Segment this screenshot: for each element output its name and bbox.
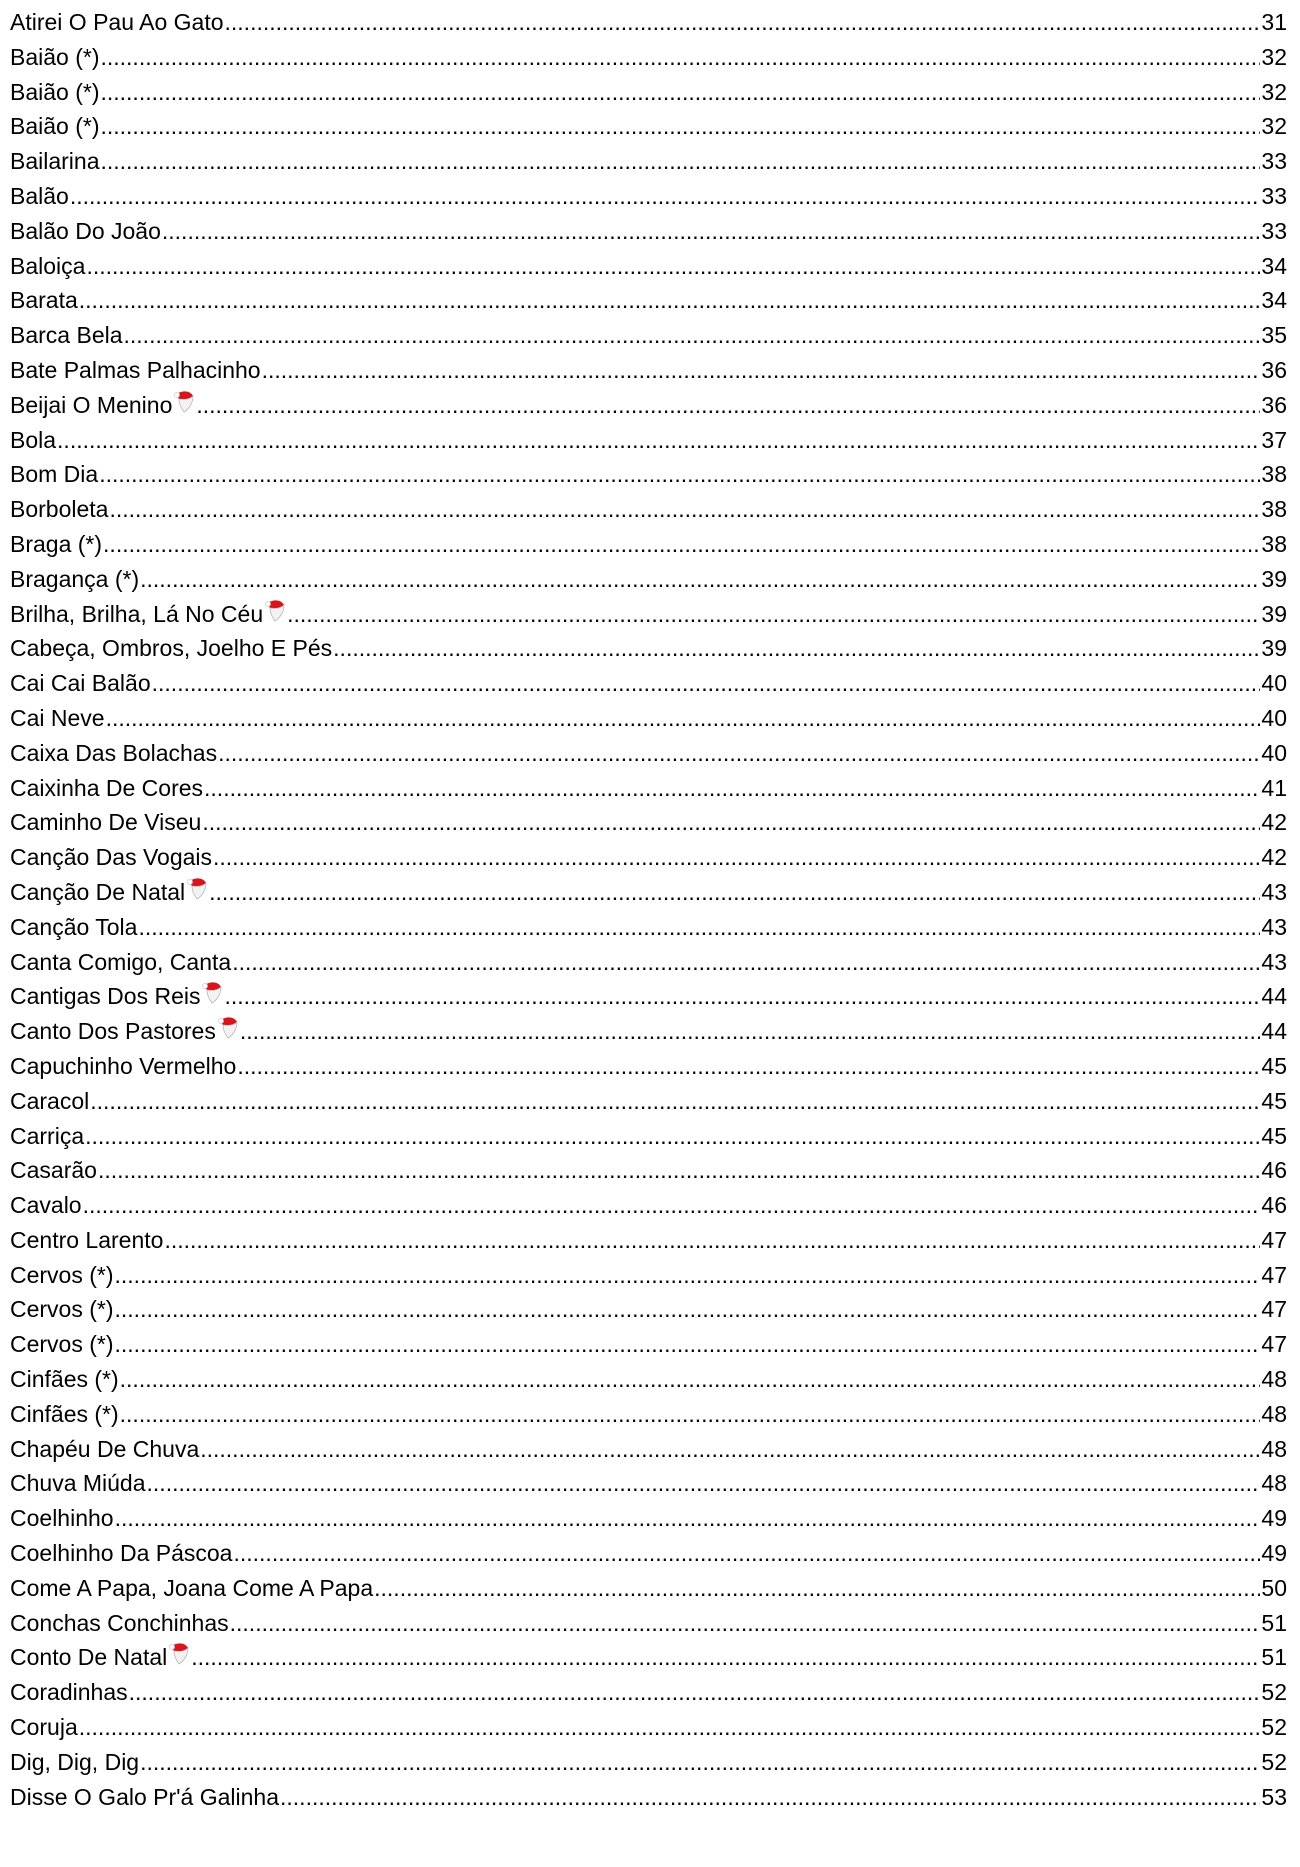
toc-entry-page-number: 48: [1261, 1470, 1287, 1497]
toc-entry-title: Disse O Galo Pr'á Galinha: [10, 1783, 280, 1810]
toc-entry-title-group: [10, 1780, 279, 1815]
toc-entry-title: Barata: [10, 287, 78, 314]
toc-entry-title-group: [10, 701, 105, 736]
dot-leader: [240, 1014, 1261, 1049]
toc-entry-page-number: 43: [1261, 878, 1287, 905]
toc-entry-title-group: [10, 1292, 114, 1327]
toc-entry-title-group: [10, 1606, 229, 1641]
toc-entry[interactable]: [10, 1362, 1287, 1397]
toc-entry-page-number: 39: [1261, 635, 1287, 662]
dot-leader: [106, 701, 1261, 736]
dot-leader: [152, 666, 1261, 701]
toc-entry-title: Cervos (*): [10, 1261, 114, 1288]
toc-entry-title: Brilha, Brilha, Lá No Céu: [10, 600, 264, 627]
dot-leader: [109, 492, 1260, 527]
toc-entry[interactable]: [10, 1397, 1287, 1432]
toc-entry-title-group: [10, 40, 99, 75]
dot-leader: [230, 1606, 1261, 1641]
toc-entry[interactable]: [10, 875, 1287, 910]
toc-entry-title: Chapéu De Chuva: [10, 1435, 200, 1462]
dot-leader: [237, 1049, 1260, 1084]
toc-entry-title-group: [10, 144, 100, 179]
toc-entry[interactable]: [10, 562, 1287, 597]
toc-entry-page-number: 40: [1261, 704, 1287, 731]
dot-leader: [70, 179, 1261, 214]
toc-entry-title: Canção Tola: [10, 913, 138, 940]
toc-entry-page-number: 35: [1261, 322, 1287, 349]
toc-entry-title: Baloiça: [10, 252, 86, 279]
toc-entry-title: Caixa Das Bolachas: [10, 739, 218, 766]
toc-entry-title: Cai Cai Balão: [10, 670, 151, 697]
toc-entry-title-group: [10, 945, 231, 980]
toc-entry-page-number: 33: [1261, 148, 1287, 175]
dot-leader: [101, 144, 1261, 179]
toc-entry[interactable]: [10, 945, 1287, 980]
dot-leader: [103, 527, 1260, 562]
toc-entry-title: Caixinha De Cores: [10, 774, 204, 801]
toc-entry-title-group: [10, 805, 201, 840]
toc-entry[interactable]: [10, 1640, 1287, 1675]
dot-leader: [79, 1710, 1261, 1745]
toc-entry-title-group: [10, 527, 102, 562]
toc-entry-title-group: [10, 1153, 97, 1188]
toc-entry-title-group: [10, 875, 208, 910]
toc-entry-title-group: [10, 979, 223, 1014]
toc-entry-title-group: [10, 1188, 82, 1223]
toc-entry-title-group: [10, 179, 69, 214]
dot-leader: [124, 318, 1261, 353]
toc-entry[interactable]: [10, 840, 1287, 875]
toc-entry[interactable]: [10, 1153, 1287, 1188]
toc-entry-title: Borboleta: [10, 496, 109, 523]
toc-entry-page-number: 43: [1261, 913, 1287, 940]
toc-entry-title: Casarão: [10, 1157, 97, 1184]
toc-entry-page-number: 34: [1261, 252, 1287, 279]
toc-entry[interactable]: [10, 457, 1287, 492]
toc-entry-title-group: [10, 1119, 84, 1154]
toc-entry-page-number: 42: [1261, 809, 1287, 836]
dot-leader: [233, 1536, 1260, 1571]
toc-entry[interactable]: [10, 1119, 1287, 1154]
toc-entry-title: Bailarina: [10, 148, 100, 175]
toc-entry-title: Cinfães (*): [10, 1366, 119, 1393]
dot-leader: [120, 1362, 1261, 1397]
dot-leader: [120, 1397, 1261, 1432]
toc-entry-page-number: 47: [1261, 1296, 1287, 1323]
toc-entry-title: Baião (*): [10, 43, 100, 70]
toc-entry-title-group: [10, 1710, 78, 1745]
toc-entry[interactable]: [10, 1710, 1287, 1745]
toc-entry-page-number: 34: [1261, 287, 1287, 314]
dot-leader: [202, 805, 1260, 840]
toc-entry-page-number: 41: [1261, 774, 1287, 801]
dot-leader: [100, 109, 1260, 144]
toc-entry-title: Braga (*): [10, 530, 103, 557]
toc-entry-title-group: [10, 1571, 373, 1606]
dot-leader: [333, 631, 1260, 666]
toc-entry-title-group: [10, 1049, 236, 1084]
christmas-hat-icon: [173, 389, 195, 413]
toc-entry-title-group: [10, 353, 261, 388]
toc-entry-title: Cai Neve: [10, 704, 105, 731]
toc-entry-title: Balão Do João: [10, 217, 161, 244]
toc-entry-title-group: [10, 214, 161, 249]
toc-entry[interactable]: [10, 318, 1287, 353]
toc-entry-page-number: 52: [1261, 1714, 1287, 1741]
toc-entry-title-group: [10, 1258, 114, 1293]
toc-entry-page-number: 46: [1261, 1157, 1287, 1184]
toc-entry-title: Bate Palmas Palhacinho: [10, 356, 261, 383]
toc-entry-title-group: [10, 1536, 232, 1571]
toc-entry-title-group: [10, 1084, 89, 1119]
toc-entry-title-group: [10, 1327, 114, 1362]
toc-entry[interactable]: [10, 75, 1287, 110]
christmas-hat-icon: [186, 876, 208, 900]
toc-entry[interactable]: [10, 1049, 1287, 1084]
dot-leader: [115, 1327, 1261, 1362]
toc-entry-page-number: 37: [1261, 426, 1287, 453]
toc-entry-title-group: [10, 1745, 139, 1780]
toc-entry[interactable]: [10, 492, 1287, 527]
dot-leader: [200, 1432, 1260, 1467]
toc-entry-page-number: 47: [1261, 1226, 1287, 1253]
dot-leader: [57, 423, 1260, 458]
toc-entry[interactable]: [10, 1292, 1287, 1327]
toc-entry[interactable]: [10, 979, 1287, 1014]
toc-entry-title: Barca Bela: [10, 322, 123, 349]
toc-entry-title: Cervos (*): [10, 1331, 114, 1358]
toc-entry[interactable]: [10, 1327, 1287, 1362]
toc-entry-title: Chuva Miúda: [10, 1470, 146, 1497]
dot-leader: [218, 736, 1260, 771]
toc-entry-page-number: 39: [1261, 565, 1287, 592]
dot-leader: [140, 1745, 1260, 1780]
toc-entry-page-number: 31: [1261, 9, 1287, 35]
toc-entry-title: Carriça: [10, 1122, 85, 1149]
toc-entry[interactable]: [10, 214, 1287, 249]
toc-entry[interactable]: [10, 40, 1287, 75]
toc-entry-title-group: [10, 736, 217, 771]
toc-entry-title: Dig, Dig, Dig: [10, 1748, 140, 1775]
toc-entry-page-number: 36: [1261, 391, 1287, 418]
toc-entry-title: Caracol: [10, 1087, 90, 1114]
toc-entry-title-group: [10, 597, 286, 632]
toc-entry-page-number: 46: [1261, 1192, 1287, 1219]
toc-entry[interactable]: [10, 701, 1287, 736]
toc-entry-page-number: 40: [1261, 739, 1287, 766]
toc-entry[interactable]: [10, 736, 1287, 771]
toc-entry-title-group: [10, 631, 332, 666]
toc-entry-title: Cervos (*): [10, 1296, 114, 1323]
dot-leader: [100, 75, 1260, 110]
toc-entry-title: Canção Das Vogais: [10, 844, 213, 871]
toc-entry-title-group: [10, 388, 195, 423]
toc-entry-title: Coradinhas: [10, 1679, 128, 1706]
toc-entry[interactable]: [10, 1536, 1287, 1571]
toc-entry[interactable]: [10, 388, 1287, 423]
dot-leader: [115, 1501, 1261, 1536]
toc-entry-page-number: 33: [1261, 217, 1287, 244]
toc-entry-page-number: 52: [1261, 1679, 1287, 1706]
toc-entry-title-group: [10, 1397, 119, 1432]
dot-leader: [191, 1640, 1260, 1675]
toc-entry-page-number: 42: [1261, 844, 1287, 871]
toc-entry-page-number: 38: [1261, 461, 1287, 488]
dot-leader: [115, 1292, 1261, 1327]
dot-leader: [79, 283, 1261, 318]
toc-entry-title-group: [10, 840, 212, 875]
toc-entry[interactable]: [10, 1606, 1287, 1641]
toc-entry-title: Come A Papa, Joana Come A Papa: [10, 1574, 374, 1601]
toc-entry-page-number: 48: [1261, 1435, 1287, 1462]
toc-entry[interactable]: [10, 1780, 1287, 1815]
toc-entry-title: Coelhinho: [10, 1505, 114, 1532]
toc-entry[interactable]: [10, 527, 1287, 562]
toc-entry-title-group: [10, 771, 203, 806]
toc-entry[interactable]: [10, 1466, 1287, 1501]
toc-entry-page-number: 44: [1261, 983, 1287, 1010]
toc-entry[interactable]: [10, 631, 1287, 666]
toc-entry[interactable]: [10, 109, 1287, 144]
toc-entry-page-number: 32: [1261, 113, 1287, 140]
dot-leader: [232, 945, 1260, 980]
toc-entry-page-number: 40: [1261, 670, 1287, 697]
dot-leader: [213, 840, 1260, 875]
dot-leader: [129, 1675, 1261, 1710]
toc-entry[interactable]: [10, 597, 1287, 632]
dot-leader: [83, 1188, 1261, 1223]
dot-leader: [224, 979, 1260, 1014]
toc-entry-page-number: 45: [1261, 1052, 1287, 1079]
toc-entry-title: Cabeça, Ombros, Joelho E Pés: [10, 635, 333, 662]
toc-entry-title-group: [10, 109, 99, 144]
dot-leader: [280, 1780, 1260, 1815]
toc-entry-page-number: 53: [1261, 1783, 1287, 1810]
toc-entry-page-number: 33: [1261, 182, 1287, 209]
toc-entry-page-number: 49: [1261, 1505, 1287, 1532]
toc-entry[interactable]: [10, 1675, 1287, 1710]
toc-entry[interactable]: [10, 1188, 1287, 1223]
toc-entry-title-group: [10, 1501, 114, 1536]
dot-leader: [204, 771, 1260, 806]
toc-entry-title: Conto De Natal: [10, 1644, 168, 1671]
toc-entry-page-number: 43: [1261, 948, 1287, 975]
toc-entry-title: Baião (*): [10, 78, 100, 105]
toc-entry[interactable]: [10, 249, 1287, 284]
toc-entry-title-group: [10, 5, 224, 40]
toc-entry[interactable]: [10, 1084, 1287, 1119]
toc-entry-title: Cinfães (*): [10, 1400, 119, 1427]
toc-entry-title: Cantigas Dos Reis: [10, 983, 201, 1010]
toc-entry-page-number: 49: [1261, 1540, 1287, 1567]
toc-entry-title: Caminho De Viseu: [10, 809, 202, 836]
toc-entry-title: Bragança (*): [10, 565, 140, 592]
toc-entry[interactable]: [10, 353, 1287, 388]
toc-entry-page-number: 48: [1261, 1366, 1287, 1393]
toc-entry[interactable]: [10, 144, 1287, 179]
toc-entry-title-group: [10, 249, 85, 284]
toc-entry-title-group: [10, 1640, 190, 1675]
toc-entry[interactable]: [10, 910, 1287, 945]
toc-entry-title: Canção De Natal: [10, 878, 186, 905]
toc-entry-title: Beijai O Menino: [10, 391, 173, 418]
christmas-hat-icon: [264, 598, 286, 622]
toc-entry[interactable]: [10, 1501, 1287, 1536]
toc-entry[interactable]: [10, 1223, 1287, 1258]
dot-leader: [209, 875, 1260, 910]
toc-entry-title: Coelhinho Da Páscoa: [10, 1540, 233, 1567]
dot-leader: [98, 1153, 1260, 1188]
toc-entry-title-group: [10, 562, 139, 597]
toc-entry-page-number: 50: [1261, 1574, 1287, 1601]
toc-entry-page-number: 47: [1261, 1261, 1287, 1288]
toc-entry-title: Cavalo: [10, 1192, 82, 1219]
toc-entry-page-number: 36: [1261, 356, 1287, 383]
toc-entry-title: Capuchinho Vermelho: [10, 1052, 237, 1079]
toc-entry-title-group: [10, 1675, 128, 1710]
toc-entry-page-number: 45: [1261, 1087, 1287, 1114]
toc-entry[interactable]: [10, 179, 1287, 214]
toc-entry-title: Canta Comigo, Canta: [10, 948, 232, 975]
toc-entry-page-number: 39: [1261, 600, 1287, 627]
dot-leader: [138, 910, 1260, 945]
dot-leader: [162, 214, 1261, 249]
toc-entry-title: Conchas Conchinhas: [10, 1609, 229, 1636]
toc-entry-title: Bola: [10, 426, 57, 453]
toc-entry-title-group: [10, 1362, 119, 1397]
table-of-contents: [10, 5, 1287, 1814]
dot-leader: [262, 353, 1261, 388]
christmas-hat-icon: [168, 1641, 190, 1665]
toc-entry[interactable]: [10, 666, 1287, 701]
toc-entry[interactable]: [10, 423, 1287, 458]
toc-entry-title-group: [10, 283, 78, 318]
dot-leader: [99, 457, 1260, 492]
toc-entry-page-number: 32: [1261, 78, 1287, 105]
toc-entry-page-number: 48: [1261, 1400, 1287, 1427]
toc-entry-page-number: 52: [1261, 1748, 1287, 1775]
toc-entry-title-group: [10, 492, 108, 527]
toc-entry[interactable]: [10, 1432, 1287, 1467]
toc-entry-page-number: 51: [1261, 1644, 1287, 1671]
dot-leader: [374, 1571, 1260, 1606]
toc-entry-title-group: [10, 318, 123, 353]
toc-entry-page-number: 44: [1261, 1018, 1287, 1045]
dot-leader: [100, 40, 1260, 75]
christmas-hat-icon: [217, 1015, 239, 1039]
dot-leader: [86, 249, 1260, 284]
dot-leader: [287, 597, 1260, 632]
toc-entry-title-group: [10, 1466, 146, 1501]
christmas-hat-icon: [201, 980, 223, 1004]
toc-entry-page-number: 45: [1261, 1122, 1287, 1149]
toc-entry-title-group: [10, 75, 99, 110]
toc-entry-title-group: [10, 910, 137, 945]
toc-entry-title: Atirei O Pau Ao Gato: [10, 9, 224, 35]
toc-entry-title-group: [10, 666, 151, 701]
toc-entry[interactable]: [10, 283, 1287, 318]
dot-leader: [140, 562, 1260, 597]
toc-entry-title-group: [10, 1432, 199, 1467]
toc-entry[interactable]: [10, 771, 1287, 806]
dot-leader: [164, 1223, 1260, 1258]
dot-leader: [225, 5, 1261, 40]
toc-entry-title-group: [10, 457, 98, 492]
toc-entry[interactable]: [10, 805, 1287, 840]
toc-entry-title: Bom Dia: [10, 461, 99, 488]
toc-entry[interactable]: [10, 1258, 1287, 1293]
dot-leader: [115, 1258, 1261, 1293]
toc-entry-title: Centro Larento: [10, 1226, 164, 1253]
toc-entry[interactable]: [10, 5, 1287, 40]
dot-leader: [90, 1084, 1260, 1119]
toc-entry[interactable]: [10, 1571, 1287, 1606]
dot-leader: [147, 1466, 1261, 1501]
toc-entry-title-group: [10, 1014, 239, 1049]
toc-entry[interactable]: [10, 1014, 1287, 1049]
toc-entry-title: Canto Dos Pastores: [10, 1018, 216, 1045]
toc-entry-page-number: 32: [1261, 43, 1287, 70]
toc-entry-page-number: 38: [1261, 496, 1287, 523]
toc-entry-title: Balão: [10, 182, 69, 209]
toc-entry-title: Baião (*): [10, 113, 100, 140]
toc-entry[interactable]: [10, 1745, 1287, 1780]
toc-entry-page-number: 51: [1261, 1609, 1287, 1636]
toc-entry-title-group: [10, 1223, 163, 1258]
dot-leader: [85, 1119, 1260, 1154]
toc-entry-title-group: [10, 423, 56, 458]
toc-entry-page-number: 47: [1261, 1331, 1287, 1358]
toc-entry-title: Coruja: [10, 1714, 78, 1741]
toc-entry-page-number: 38: [1261, 530, 1287, 557]
dot-leader: [196, 388, 1260, 423]
